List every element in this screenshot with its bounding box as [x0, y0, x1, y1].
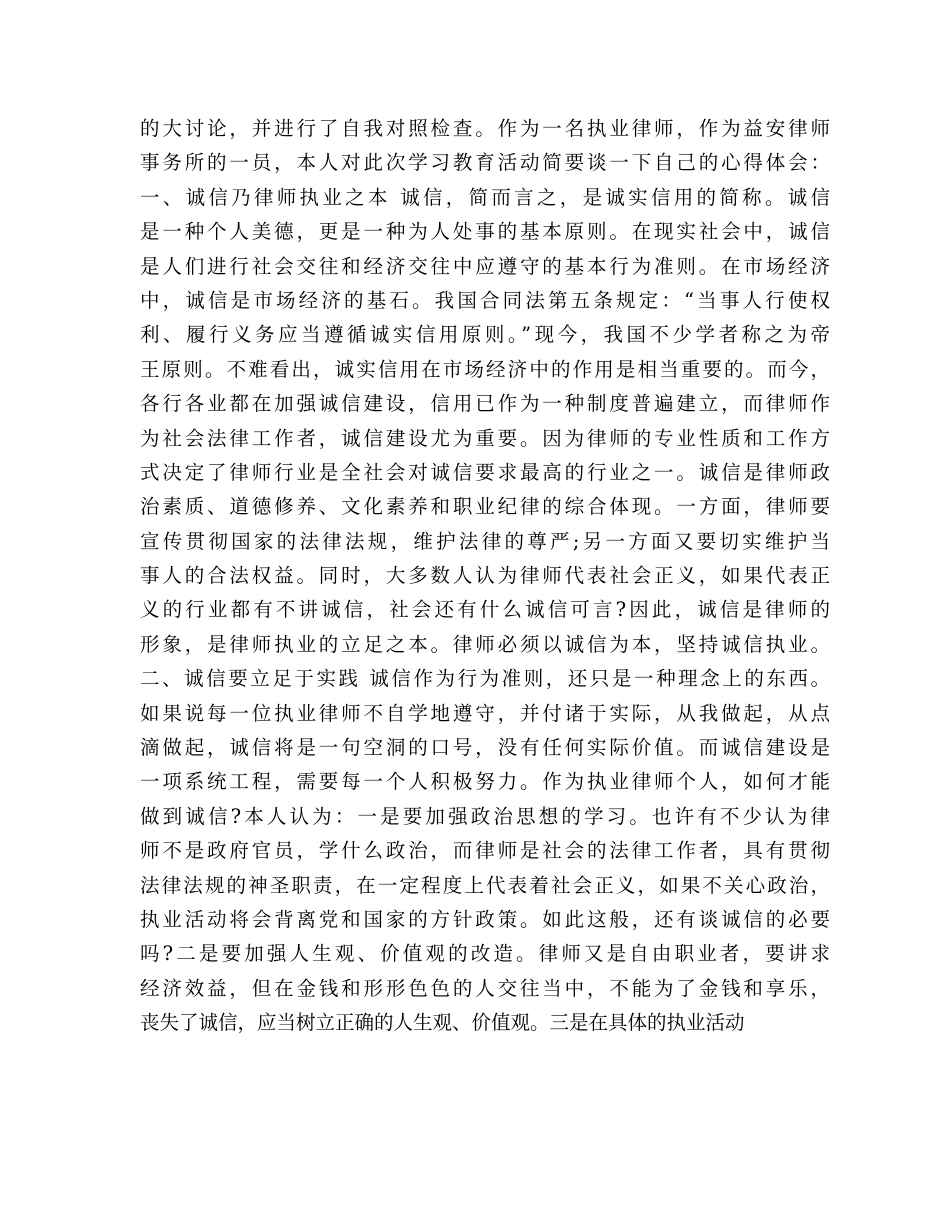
text-line: 中，诚信是市场经济的基石。我国合同法第五条规定：“当事人行使权 [140, 288, 830, 312]
text-line: 的大讨论，并进行了自我对照检查。作为一名执业律师，作为益安律师 [140, 117, 830, 140]
text-line: 执业活动将会背离党和国家的方针政策。如此这般，还有谈诚信的必要 [140, 907, 830, 931]
text-line: 治素质、道德修养、文化素养和职业纪律的综合体现。一方面，律师要 [140, 495, 830, 519]
text-line: 事人的合法权益。同时，大多数人认为律师代表社会正义，如果代表正 [140, 564, 830, 588]
text-line: 丧失了诚信，应当树立正确的人生观、价值观。三是在具体的执业活动 [140, 1011, 745, 1035]
text-line: 吗?二是要加强人生观、价值观的改造。律师又是自由职业者，要讲求 [140, 942, 830, 966]
text-line: 滴做起，诚信将是一句空洞的口号，没有任何实际价值。而诚信建设是 [140, 736, 830, 760]
text-line: 是人们进行社会交往和经济交往中应遵守的基本行为准则。在市场经济 [140, 254, 830, 278]
text-line: 是一种个人美德，更是一种为人处事的基本原则。在现实社会中，诚信 [140, 220, 830, 244]
text-line: 王原则。不难看出，诚实信用在市场经济中的作用是相当重要的。而今， [140, 357, 830, 381]
text-line: 式决定了律师行业是全社会对诚信要求最高的行业之一。诚信是律师政 [140, 460, 830, 484]
text-line: 事务所的一员，本人对此次学习教育活动简要谈一下自己的心得体会： [140, 151, 830, 175]
text-line: 宣传贯彻国家的法律法规，维护法律的尊严;另一方面又要切实维护当 [140, 529, 830, 553]
text-line: 经济效益，但在金钱和形形色色的人交往当中，不能为了金钱和享乐， [140, 976, 830, 1000]
text-line: 一、诚信乃律师执业之本 诚信，简而言之，是诚实信用的简称。诚信 [140, 185, 830, 209]
text-line: 二、诚信要立足于实践 诚信作为行为准则，还只是一种理念上的东西。 [140, 667, 830, 691]
text-line: 为社会法律工作者，诚信建设尤为重要。因为律师的专业性质和工作方 [140, 426, 830, 450]
text-line: 利、履行义务应当遵循诚实信用原则。”现今，我国不少学者称之为帝 [140, 323, 830, 347]
text-line: 一项系统工程，需要每一个人积极努力。作为执业律师个人，如何才能 [140, 770, 830, 794]
text-line: 各行各业都在加强诚信建设，信用已作为一种制度普遍建立，而律师作 [140, 392, 830, 416]
text-line: 师不是政府官员，学什么政治，而律师是社会的法律工作者，具有贯彻 [140, 839, 830, 863]
text-line: 义的行业都有不讲诚信，社会还有什么诚信可言?因此，诚信是律师的 [140, 598, 830, 622]
text-line: 做到诚信?本人认为：一是要加强政治思想的学习。也许有不少认为律 [140, 804, 830, 828]
text-line: 法律法规的神圣职责，在一定程度上代表着社会正义，如果不关心政治， [140, 873, 830, 897]
body-text [140, 112, 830, 1041]
text-line: 形象，是律师执业的立足之本。律师必须以诚信为本，坚持诚信执业。 [140, 632, 830, 656]
text-line: 如果说每一位执业律师不自学地遵守，并付诸于实际，从我做起，从点 [140, 701, 830, 725]
